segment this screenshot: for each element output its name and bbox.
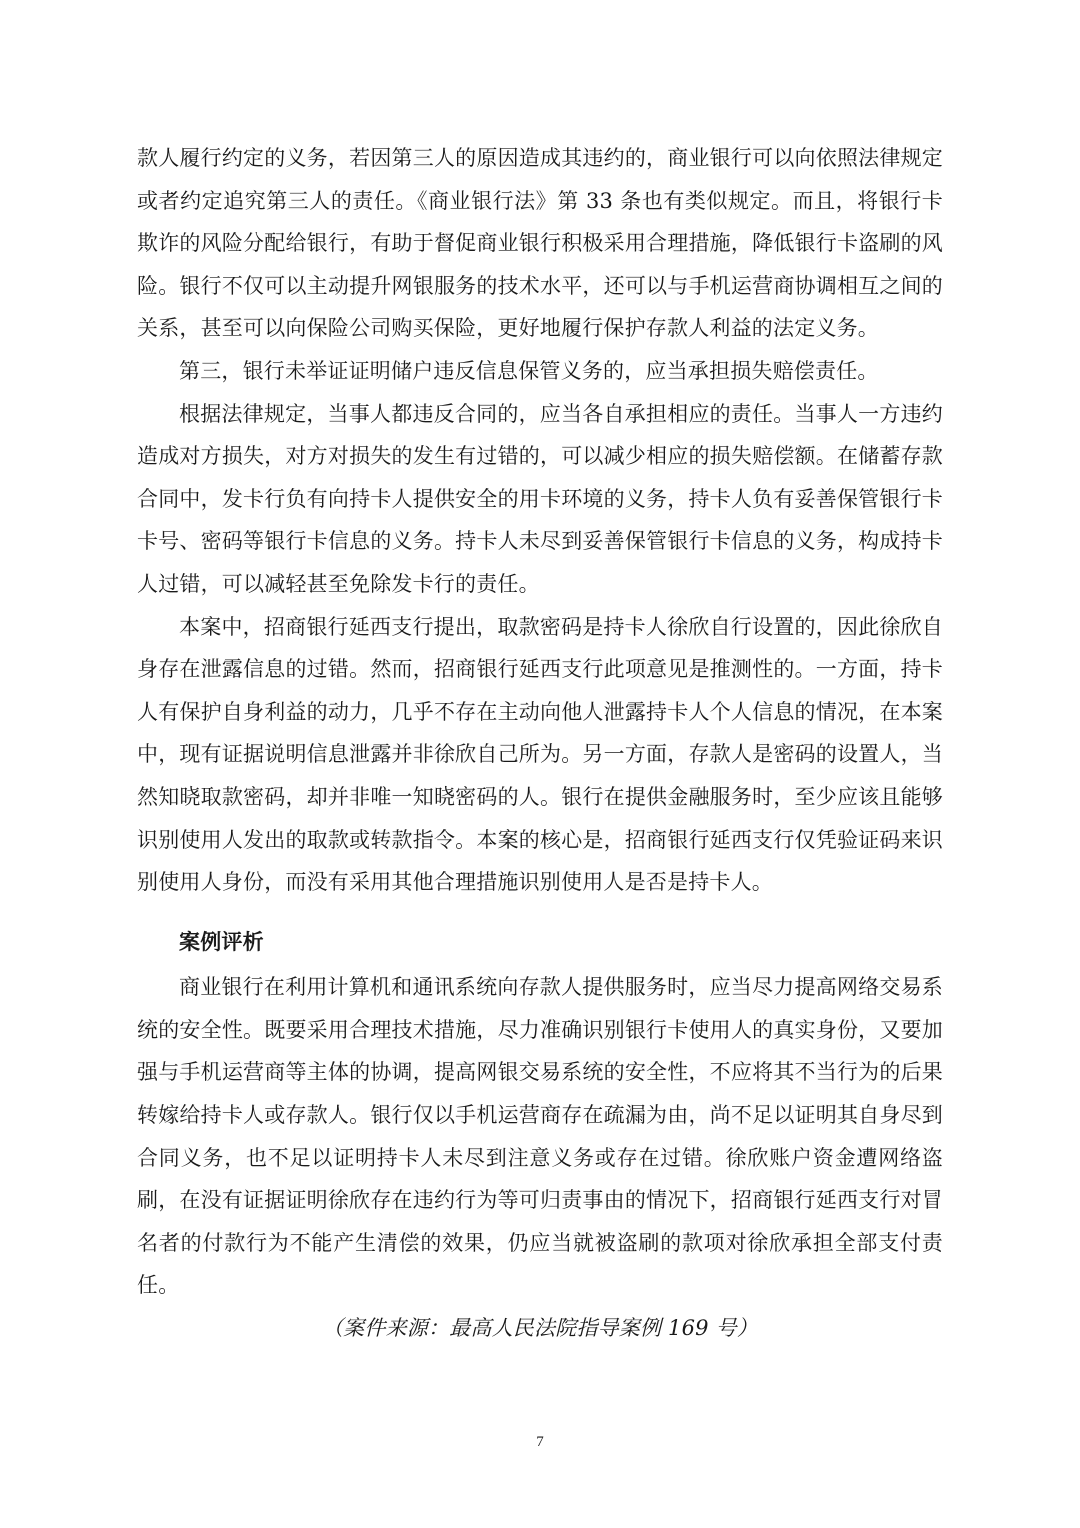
document-body bbox=[137, 137, 943, 1350]
case-source: （案件来源：最高人民法院指导案例 169 号） bbox=[321, 1316, 759, 1341]
section-heading: 案例评析 bbox=[179, 929, 264, 954]
page-number: 7 bbox=[536, 1434, 544, 1450]
paragraph-point-three: 第三，银行未举证证明储户违反信息保管义务的，应当承担损失赔偿责任。 bbox=[179, 358, 879, 383]
paragraph-continuation: 款人履行约定的义务，若因第三人的原因造成其违约的，商业银行可以向依照法律规定或者约定追究第三人的责任。《商业银行法》第 33 条也有类似规定。而且，将银行卡欺诈的风险分配给银行，有助于督促商业银行积极采用合理措施，降低银行卡盗刷的风险。银行不仅可以主动提升网银服务的技术水平，还可以与手机运营商协调相互之间的关系，甚至可以向保险公司购买保险，更好地履行保护存款人利益的法定义务。 bbox=[137, 146, 943, 341]
paragraph-analysis: 商业银行在利用计算机和通讯系统向存款人提供服务时，应当尽力提高网络交易系统的安全性。既要采用合理技术措施，尽力准确识别银行卡使用人的真实身份，又要加强与手机运营商等主体的协调，提高网银交易系统的安全性，不应将其不当行为的后果转嫁给持卡人或存款人。银行仅以手机运营商存在疏漏为由，尚不足以证明其自身尽到合同义务，也不足以证明持卡人未尽到注意义务或存在过错。徐欣账户资金遭网络盗刷，在没有证据证明徐欣存在违约行为等可归责事由的情况下，招商银行延西支行对冒名者的付款行为不能产生清偿的效果，仍应当就被盗刷的款项对徐欣承担全部支付责任。 bbox=[137, 975, 943, 1298]
paragraph-case-detail: 本案中，招商银行延西支行提出，取款密码是持卡人徐欣自行设置的，因此徐欣自身存在泄露信息的过错。然而，招商银行延西支行此项意见是推测性的。一方面，持卡人有保护自身利益的动力，几乎不存在主动向他人泄露持卡人个人信息的情况，在本案中，现有证据说明信息泄露并非徐欣自己所为。另一方面，存款人是密码的设置人，当然知晓取款密码，却并非唯一知晓密码的人。银行在提供金融服务时，至少应该且能够识别使用人发出的取款或转款指令。本案的核心是，招商银行延西支行仅凭验证码来识别使用人身份，而没有采用其他合理措施识别使用人是否是持卡人。 bbox=[137, 614, 943, 895]
paragraph-legal-basis: 根据法律规定，当事人都违反合同的，应当各自承担相应的责任。当事人一方违约造成对方损失，对方对损失的发生有过错的，可以减少相应的损失赔偿额。在储蓄存款合同中，发卡行负有向持卡人提供安全的用卡环境的义务，持卡人负有妥善保管银行卡卡号、密码等银行卡信息的义务。持卡人未尽到妥善保管银行卡信息的义务，构成持卡人过错，可以减轻甚至免除发卡行的责任。 bbox=[137, 401, 943, 596]
